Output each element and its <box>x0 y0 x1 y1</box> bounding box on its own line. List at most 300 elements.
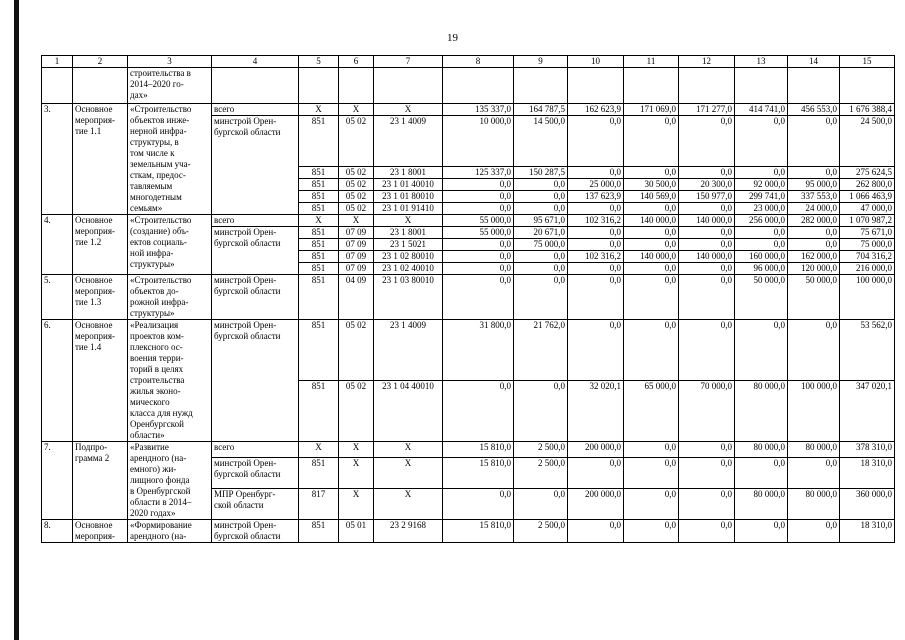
amount-cell: 75 000,0 <box>840 239 895 251</box>
amount-cell: 80 000,0 <box>735 381 788 442</box>
item-description-line: тавляемым <box>130 181 173 191</box>
item-description-line: торий в целях <box>130 364 184 374</box>
row-number <box>44 68 70 79</box>
item-description-line: воения терри- <box>130 353 184 363</box>
row-number-cell <box>42 320 73 442</box>
item-name-line: тие 1.4 <box>75 342 102 352</box>
csr-code-cell: 23 1 4009 <box>374 116 443 167</box>
amount-cell: 75 000,0 <box>514 239 568 251</box>
item-name-cell <box>73 520 128 543</box>
amount-cell: 171 069,0 <box>624 104 679 116</box>
row-number-cell <box>42 442 73 520</box>
executor-line: бургской области <box>214 238 281 248</box>
item-description-line: «Строительство <box>130 215 192 225</box>
amount-cell: 100 000,0 <box>788 381 840 442</box>
page-number: 19 <box>447 32 458 44</box>
amount-cell: 75 671,0 <box>840 227 895 239</box>
amount-cell: 0,0 <box>443 239 514 251</box>
item-description-line: лищного фонда <box>130 475 190 485</box>
amount-cell: 0,0 <box>568 320 624 381</box>
item-name-cell <box>73 320 128 442</box>
amount-cell: 0,0 <box>443 179 514 191</box>
item-description-cell <box>128 442 212 520</box>
amount-cell: 2 500,0 <box>514 520 568 543</box>
rzpr-code-cell: 05 02 <box>339 179 374 191</box>
column-number-cell: 3 <box>128 56 212 68</box>
amount-cell: 0,0 <box>624 520 679 543</box>
amount-cell: 140 000,0 <box>679 215 735 227</box>
csr-code-cell: 23 1 5021 <box>374 239 443 251</box>
amount-cell: 200 000,0 <box>568 489 624 520</box>
amount-cell: 200 000,0 <box>568 442 624 458</box>
csr-code-cell: X <box>374 215 443 227</box>
item-name-line: мероприя- <box>75 531 115 541</box>
amount-cell: 80 000,0 <box>735 489 788 520</box>
amount-cell: 216 000,0 <box>840 263 895 275</box>
amount-cell: 20 300,0 <box>679 179 735 191</box>
rzpr-code-cell: 05 02 <box>339 116 374 167</box>
grbs-code-cell: 851 <box>299 381 339 442</box>
column-number-cell: 6 <box>339 56 374 68</box>
item-name-line: мероприя- <box>75 331 115 341</box>
amount-cell: 299 741,0 <box>735 191 788 203</box>
amount-cell: 0,0 <box>735 227 788 239</box>
empty-cell <box>443 68 514 104</box>
column-number-cell: 11 <box>624 56 679 68</box>
amount-cell: 337 553,0 <box>788 191 840 203</box>
executor-cell <box>212 520 299 543</box>
executor-line: минстрой Орен- <box>214 116 277 126</box>
item-description-line: «Развитие <box>130 442 169 452</box>
amount-cell: 140 000,0 <box>679 251 735 263</box>
table-row <box>42 442 895 458</box>
grbs-code-cell: 851 <box>299 203 339 215</box>
amount-cell: 14 500,0 <box>514 116 568 167</box>
grbs-code-cell: 851 <box>299 263 339 275</box>
empty-cell <box>735 68 788 104</box>
csr-code-cell: 23 1 01 40010 <box>374 179 443 191</box>
amount-cell: 102 316,2 <box>568 215 624 227</box>
amount-cell: 2 500,0 <box>514 458 568 489</box>
grbs-code-cell: 851 <box>299 458 339 489</box>
row-number-cell <box>42 275 73 320</box>
csr-code-cell: 23 1 01 91410 <box>374 203 443 215</box>
csr-code-cell: 23 1 04 40010 <box>374 381 443 442</box>
amount-cell: 92 000,0 <box>735 179 788 191</box>
executor-cell <box>212 104 299 116</box>
executor-cell <box>212 116 299 215</box>
amount-cell: 0,0 <box>624 203 679 215</box>
amount-cell: 0,0 <box>624 239 679 251</box>
amount-cell: 0,0 <box>443 275 514 320</box>
table-body <box>42 56 895 543</box>
amount-cell: 21 762,0 <box>514 320 568 381</box>
executor-line: бургской области <box>214 286 281 296</box>
amount-cell: 0,0 <box>514 489 568 520</box>
amount-cell: 31 800,0 <box>443 320 514 381</box>
empty-cell <box>212 68 299 104</box>
amount-cell: 0,0 <box>568 263 624 275</box>
empty-cell <box>374 68 443 104</box>
amount-cell: 15 810,0 <box>443 442 514 458</box>
amount-cell: 80 000,0 <box>788 489 840 520</box>
item-name-cell <box>73 104 128 215</box>
amount-cell: 0,0 <box>568 203 624 215</box>
amount-cell: 10 000,0 <box>443 116 514 167</box>
amount-cell: 0,0 <box>624 167 679 179</box>
amount-cell: 0,0 <box>679 442 735 458</box>
amount-cell: 140 000,0 <box>624 251 679 263</box>
executor-line: бургской области <box>214 531 281 541</box>
item-name-cell <box>73 215 128 275</box>
csr-code-cell: X <box>374 458 443 489</box>
amount-cell: 0,0 <box>735 458 788 489</box>
amount-cell: 0,0 <box>735 167 788 179</box>
csr-code-cell: 23 1 8001 <box>374 167 443 179</box>
item-description-cell <box>128 520 212 543</box>
item-name-line: тие 1.1 <box>75 126 102 136</box>
amount-cell: 65 000,0 <box>624 381 679 442</box>
amount-cell: 140 569,0 <box>624 191 679 203</box>
amount-cell: 164 787,5 <box>514 104 568 116</box>
amount-cell: 0,0 <box>624 263 679 275</box>
executor-line: минстрой Орен- <box>214 320 277 330</box>
item-name-line: Основное <box>75 104 113 114</box>
item-description-line: области в 2014– <box>130 497 192 507</box>
amount-cell: 2 500,0 <box>514 442 568 458</box>
amount-cell: 47 000,0 <box>840 203 895 215</box>
item-description-line: ной инфра- <box>130 248 174 258</box>
item-description-cell <box>128 215 212 275</box>
item-description-line: 2014–2020 го- <box>130 79 184 89</box>
empty-cell <box>568 68 624 104</box>
grbs-code-cell: X <box>299 104 339 116</box>
item-description-line: 2020 годах» <box>130 508 176 518</box>
amount-cell: 0,0 <box>788 520 840 543</box>
amount-cell: 1 066 463,9 <box>840 191 895 203</box>
amount-cell: 0,0 <box>514 191 568 203</box>
amount-cell: 150 287,5 <box>514 167 568 179</box>
item-description-line: мического <box>130 397 170 407</box>
csr-code-cell: 23 1 02 40010 <box>374 263 443 275</box>
csr-code-cell: X <box>374 489 443 520</box>
item-description-cell <box>128 68 212 104</box>
row-number-cell <box>42 215 73 275</box>
amount-cell: 256 000,0 <box>735 215 788 227</box>
amount-cell: 0,0 <box>679 263 735 275</box>
item-name-cell <box>73 442 128 520</box>
amount-cell: 20 671,0 <box>514 227 568 239</box>
amount-cell: 80 000,0 <box>788 442 840 458</box>
column-number-cell: 9 <box>514 56 568 68</box>
amount-cell: 1 070 987,2 <box>840 215 895 227</box>
item-name-line: грамма 2 <box>75 453 110 463</box>
table-row <box>42 68 895 104</box>
item-description-line: жилья эконо- <box>130 386 181 396</box>
row-number-cell <box>42 68 73 104</box>
rzpr-code-cell: 07 09 <box>339 239 374 251</box>
amount-cell: 171 277,0 <box>679 104 735 116</box>
amount-cell: 0,0 <box>788 458 840 489</box>
rzpr-code-cell: X <box>339 458 374 489</box>
row-number: 5. <box>44 275 51 285</box>
amount-cell: 55 000,0 <box>443 215 514 227</box>
item-description-line: структуры» <box>130 308 175 318</box>
amount-cell: 0,0 <box>568 239 624 251</box>
amount-cell: 0,0 <box>679 116 735 167</box>
row-number-cell <box>42 104 73 215</box>
amount-cell: 55 000,0 <box>443 227 514 239</box>
item-description-cell <box>128 320 212 442</box>
item-description-line: семьям» <box>130 203 163 213</box>
csr-code-cell: 23 1 03 80010 <box>374 275 443 320</box>
csr-code-cell: 23 1 02 80010 <box>374 251 443 263</box>
amount-cell: 275 624,5 <box>840 167 895 179</box>
amount-cell: 102 316,2 <box>568 251 624 263</box>
executor-cell <box>212 320 299 442</box>
empty-cell <box>339 68 374 104</box>
rzpr-code-cell: 07 09 <box>339 251 374 263</box>
executor-line: бургской области <box>214 469 281 480</box>
grbs-code-cell: 851 <box>299 116 339 167</box>
grbs-code-cell: 851 <box>299 251 339 263</box>
item-description-line: (создание) объ- <box>130 226 189 236</box>
item-description-line: плексного ос- <box>130 342 183 352</box>
grbs-code-cell: 851 <box>299 191 339 203</box>
rzpr-code-cell: 04 09 <box>339 275 374 320</box>
executor-line: МПР Оренбург- <box>214 489 276 500</box>
column-number-cell: 8 <box>443 56 514 68</box>
grbs-code-cell: X <box>299 215 339 227</box>
item-description-line: ектов социаль- <box>130 237 187 247</box>
item-description-line: строительства <box>130 375 185 385</box>
executor-cell <box>212 275 299 320</box>
executor-line: всего <box>214 104 235 114</box>
item-name-line: Основное <box>75 320 113 330</box>
amount-cell: 0,0 <box>679 239 735 251</box>
amount-cell: 282 000,0 <box>788 215 840 227</box>
amount-cell: 0,0 <box>443 263 514 275</box>
grbs-code-cell: 851 <box>299 179 339 191</box>
empty-cell <box>679 68 735 104</box>
item-name-line: тие 1.3 <box>75 297 102 307</box>
amount-cell: 1 676 388,4 <box>840 104 895 116</box>
amount-cell: 0,0 <box>735 520 788 543</box>
grbs-code-cell: 851 <box>299 275 339 320</box>
amount-cell: 0,0 <box>679 203 735 215</box>
amount-cell: 125 337,0 <box>443 167 514 179</box>
amount-cell: 0,0 <box>735 239 788 251</box>
item-description-line: в Оренбургской <box>130 486 191 496</box>
column-number-cell: 10 <box>568 56 624 68</box>
column-number-cell: 5 <box>299 56 339 68</box>
amount-cell: 24 000,0 <box>788 203 840 215</box>
amount-cell: 23 000,0 <box>735 203 788 215</box>
amount-cell: 0,0 <box>568 116 624 167</box>
empty-cell <box>299 68 339 104</box>
executor-line: минстрой Орен- <box>214 458 277 469</box>
executor-cell <box>212 442 299 458</box>
csr-code-cell: 23 1 4009 <box>374 320 443 381</box>
row-number: 4. <box>44 215 51 225</box>
grbs-code-cell: 851 <box>299 227 339 239</box>
amount-cell: 0,0 <box>568 227 624 239</box>
item-description-line: строительства в <box>130 68 191 78</box>
rzpr-code-cell: X <box>339 104 374 116</box>
item-name-line: Подпро- <box>75 442 108 452</box>
empty-cell <box>514 68 568 104</box>
item-description-line: объектов инже- <box>130 115 190 125</box>
table-row <box>42 275 895 320</box>
funding-table-container <box>41 55 895 543</box>
csr-code-cell: X <box>374 442 443 458</box>
amount-cell: 0,0 <box>679 227 735 239</box>
item-description-line: области» <box>130 430 165 440</box>
rzpr-code-cell: 05 01 <box>339 520 374 543</box>
item-description-line: рожной инфра- <box>130 297 189 307</box>
column-number-cell: 15 <box>840 56 895 68</box>
amount-cell: 0,0 <box>788 167 840 179</box>
row-number: 6. <box>44 320 51 330</box>
amount-cell: 15 810,0 <box>443 458 514 489</box>
rzpr-code-cell: 07 09 <box>339 263 374 275</box>
amount-cell: 100 000,0 <box>840 275 895 320</box>
amount-cell: 0,0 <box>624 320 679 381</box>
item-description-cell <box>128 104 212 215</box>
amount-cell: 0,0 <box>788 227 840 239</box>
amount-cell: 24 500,0 <box>840 116 895 167</box>
amount-cell: 140 000,0 <box>624 215 679 227</box>
amount-cell: 0,0 <box>624 489 679 520</box>
grbs-code-cell: 817 <box>299 489 339 520</box>
item-description-line: структуры» <box>130 259 175 269</box>
column-number-cell: 13 <box>735 56 788 68</box>
grbs-code-cell: 851 <box>299 239 339 251</box>
item-description-line: дах» <box>130 90 148 100</box>
item-description-line: арендного (на- <box>130 531 187 541</box>
amount-cell: 0,0 <box>443 251 514 263</box>
amount-cell: 0,0 <box>624 442 679 458</box>
executor-line: минстрой Орен- <box>214 520 277 530</box>
amount-cell: 0,0 <box>568 275 624 320</box>
item-description-line: «Строительство <box>130 275 192 285</box>
item-name-cell <box>73 275 128 320</box>
item-description-line: том числе к <box>130 148 175 158</box>
amount-cell: 0,0 <box>514 381 568 442</box>
executor-cell <box>212 227 299 275</box>
rzpr-code-cell: 07 09 <box>339 227 374 239</box>
row-number: 8. <box>44 520 51 530</box>
item-description-line: многодетным <box>130 192 182 202</box>
item-name-line: Основное <box>75 275 113 285</box>
column-number-cell: 1 <box>42 56 73 68</box>
amount-cell: 137 623,9 <box>568 191 624 203</box>
csr-code-cell: 23 2 9168 <box>374 520 443 543</box>
amount-cell: 80 000,0 <box>735 442 788 458</box>
amount-cell: 0,0 <box>443 381 514 442</box>
amount-cell: 53 562,0 <box>840 320 895 381</box>
amount-cell: 0,0 <box>679 520 735 543</box>
rzpr-code-cell: X <box>339 215 374 227</box>
amount-cell: 378 310,0 <box>840 442 895 458</box>
amount-cell: 0,0 <box>514 263 568 275</box>
table-row <box>42 104 895 116</box>
item-description-line: структуры, в <box>130 137 179 147</box>
amount-cell: 96 000,0 <box>735 263 788 275</box>
executor-line: бургской области <box>214 331 281 341</box>
table-row <box>42 215 895 227</box>
item-description-line: земельным уча- <box>130 159 191 169</box>
amount-cell: 0,0 <box>679 320 735 381</box>
amount-cell: 18 310,0 <box>840 458 895 489</box>
amount-cell: 0,0 <box>514 179 568 191</box>
amount-cell: 18 310,0 <box>840 520 895 543</box>
amount-cell: 0,0 <box>514 275 568 320</box>
rzpr-code-cell: X <box>339 489 374 520</box>
header-row <box>42 56 895 68</box>
executor-line: минстрой Орен- <box>214 275 277 285</box>
amount-cell: 70 000,0 <box>679 381 735 442</box>
amount-cell: 0,0 <box>514 251 568 263</box>
item-name-cell <box>73 68 128 104</box>
executor-line: бургской области <box>214 127 281 137</box>
grbs-code-cell: X <box>299 442 339 458</box>
amount-cell: 0,0 <box>788 320 840 381</box>
amount-cell: 162 623,9 <box>568 104 624 116</box>
grbs-code-cell: 851 <box>299 320 339 381</box>
rzpr-code-cell: 05 02 <box>339 381 374 442</box>
amount-cell: 0,0 <box>443 203 514 215</box>
amount-cell: 0,0 <box>624 116 679 167</box>
item-description-line: емного) жи- <box>130 464 177 474</box>
amount-cell: 120 000,0 <box>788 263 840 275</box>
amount-cell: 162 000,0 <box>788 251 840 263</box>
item-name-line: мероприя- <box>75 286 115 296</box>
rzpr-code-cell: 05 02 <box>339 167 374 179</box>
amount-cell: 50 000,0 <box>788 275 840 320</box>
amount-cell: 30 500,0 <box>624 179 679 191</box>
amount-cell: 0,0 <box>788 116 840 167</box>
amount-cell: 0,0 <box>679 458 735 489</box>
table-row <box>42 520 895 543</box>
empty-cell <box>840 68 895 104</box>
rzpr-code-cell: X <box>339 442 374 458</box>
rzpr-code-cell: 05 02 <box>339 203 374 215</box>
amount-cell: 0,0 <box>735 320 788 381</box>
amount-cell: 704 316,2 <box>840 251 895 263</box>
executor-line: всего <box>214 215 235 225</box>
amount-cell: 0,0 <box>443 489 514 520</box>
empty-cell <box>624 68 679 104</box>
row-number: 3. <box>44 104 51 114</box>
item-description-line: класса для нужд <box>130 408 193 418</box>
amount-cell: 95 671,0 <box>514 215 568 227</box>
column-number-cell: 7 <box>374 56 443 68</box>
amount-cell: 15 810,0 <box>443 520 514 543</box>
amount-cell: 95 000,0 <box>788 179 840 191</box>
item-description-line: проектов ком- <box>130 331 184 341</box>
amount-cell: 0,0 <box>679 489 735 520</box>
amount-cell: 0,0 <box>624 227 679 239</box>
row-number-cell <box>42 520 73 543</box>
item-description-line: «Строительство <box>130 104 192 114</box>
amount-cell: 25 000,0 <box>568 179 624 191</box>
amount-cell: 0,0 <box>679 275 735 320</box>
amount-cell: 0,0 <box>568 167 624 179</box>
amount-cell: 262 800,0 <box>840 179 895 191</box>
amount-cell: 0,0 <box>443 191 514 203</box>
grbs-code-cell: 851 <box>299 520 339 543</box>
